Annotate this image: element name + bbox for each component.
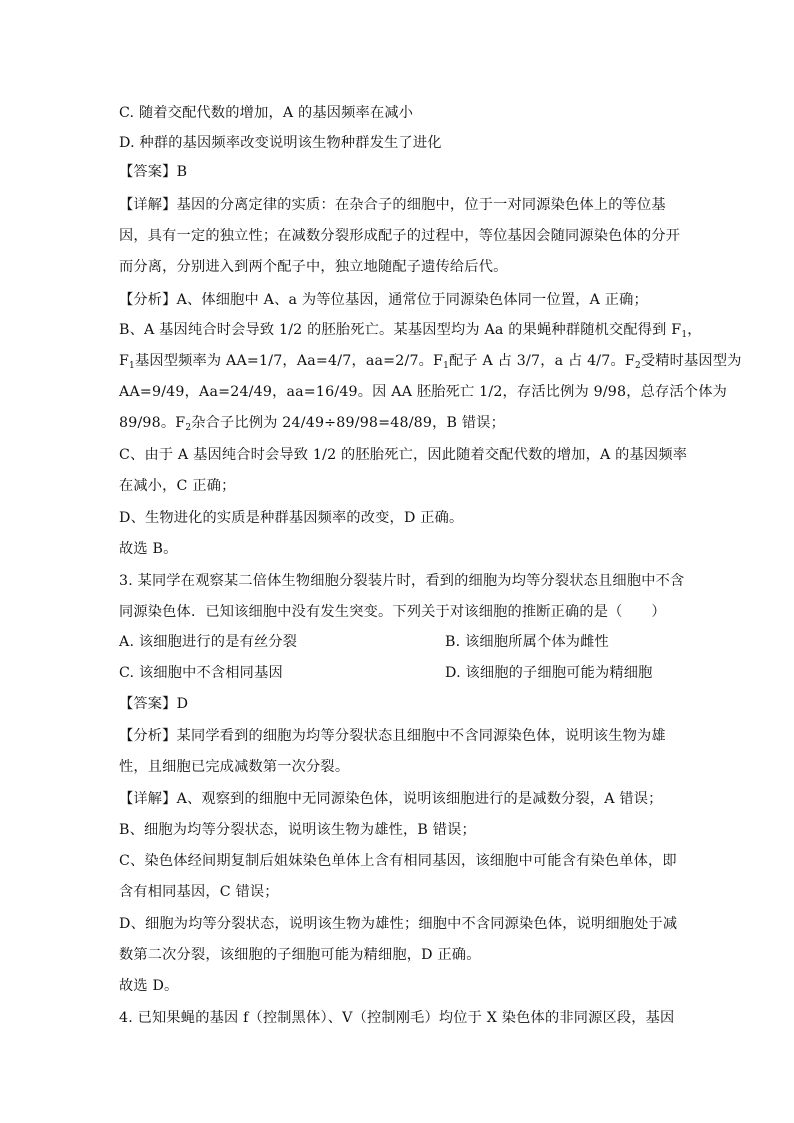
q3-option-d: D. 该细胞的子细胞可能为精细胞	[445, 665, 653, 681]
q2-analysis-a	[119, 290, 648, 310]
q2-option-d: D. 种群的基因频率改变说明该生物种群发生了进化	[119, 135, 442, 151]
q2-analysis-b-4	[119, 413, 505, 433]
q2-analysis-b-2	[119, 351, 742, 371]
subscript: 1	[129, 361, 135, 371]
q3-stem-1: 3. 某同学在观察某二倍体生物细胞分裂装片时，看到的细胞为均等分裂状态且细胞中不含	[119, 573, 685, 589]
q2-option-c: C. 随着交配代数的增加，A 的基因频率在减小	[119, 105, 414, 121]
q3-detail-d-1: D、细胞为均等分裂状态，说明该生物为雄性；细胞中不含同源染色体，说明细胞处于减	[119, 916, 678, 932]
answer-label: 【答案】	[119, 164, 177, 180]
text-run: 受精时基因型为	[640, 353, 742, 369]
detail-label: 【详解】	[119, 791, 177, 807]
q3-option-a: A. 该细胞进行的是有丝分裂	[119, 634, 298, 650]
answer-value: B	[176, 164, 188, 180]
q2-analysis-b-1	[119, 320, 702, 340]
q2-answer	[119, 162, 187, 182]
subscript: 2	[634, 361, 641, 371]
q2-detail-line-3: 而分离，分别进入到两个配子中，独立地随配子遗传给后代。	[119, 259, 508, 275]
analysis-label: 【分析】	[119, 292, 177, 308]
analysis-label: 【分析】	[119, 728, 177, 744]
analysis-text: 某同学看到的细胞为均等分裂状态且细胞中不含同源染色体，说明该生物为雄	[176, 728, 666, 744]
q2-analysis-b-3: AA=9/49，Aa=24/49，aa=16/49。因 AA 胚胎死亡 1/2，存活比例为 9/98，总存活个体为	[119, 384, 727, 400]
q3-conclusion: 故选 D。	[119, 978, 179, 994]
q3-answer	[119, 694, 188, 714]
subscript: 2	[185, 423, 192, 433]
detail-text: 基因的分离定律的实质：在杂合子的细胞中，位于一对同源染色体上的等位基	[176, 197, 666, 213]
q3-option-c: C. 该细胞中不含相同基因	[119, 665, 283, 681]
q2-detail-line-2: 因，具有一定的独立性；在减数分裂形成配子的过程中，等位基因会随同源染色体的分开	[119, 228, 681, 244]
q3-detail-d-2: 数第二次分裂，该细胞的子细胞可能为精细胞，D 正确。	[119, 947, 481, 963]
q3-option-b: B. 该细胞所属个体为雌性	[445, 634, 609, 650]
subscript: 1	[681, 330, 688, 340]
q3-detail-c-1: C、染色体经间期复制后姐妹染色单体上含有相同基因，该细胞中可能含有染色单体，即	[119, 853, 677, 869]
q3-options-row-2	[119, 663, 283, 683]
q3-options-row-1	[119, 632, 297, 652]
q3-analysis-line-1	[119, 726, 666, 746]
q2-analysis-d: D、生物进化的实质是种群基因频率的改变，D 正确。	[119, 510, 464, 526]
answer-value: D	[176, 696, 189, 712]
q3-stem-2: 同源染色体．已知该细胞中没有发生突变。下列关于对该细胞的推断正确的是（ ）	[119, 604, 666, 620]
text-run: 89/98。F	[119, 415, 186, 431]
q2-conclusion: 故选 B。	[119, 541, 178, 557]
q4-stem-1: 4. 已知果蝇的基因 f（控制黑体）、V（控制刚毛）均位于 X 染色体的非同源区段，基因	[119, 1010, 675, 1026]
q3-detail-a	[119, 789, 663, 809]
text-run: 配子 A 占 3/7，a 占 4/7。F	[449, 353, 635, 369]
analysis-text: A、体细胞中 A、a 为等位基因，通常位于同源染色体同一位置，A 正确；	[176, 292, 648, 308]
detail-label: 【详解】	[119, 197, 177, 213]
answer-label: 【答案】	[119, 696, 177, 712]
detail-text: A、观察到的细胞中无同源染色体，说明该细胞进行的是减数分裂，A 错误；	[176, 791, 663, 807]
q3-detail-c-2: 含有相同基因，C 错误；	[119, 884, 279, 900]
q2-analysis-c-1: C、由于 A 基因纯合时会导致 1/2 的胚胎死亡，因此随着交配代数的增加，A 的基因频率	[119, 447, 688, 463]
q2-analysis-c-2: 在减小，C 正确；	[119, 478, 236, 494]
text-run: B、A 基因纯合时会导致 1/2 的胚胎死亡。某基因型均为 Aa 的果蝇种群随机交配得到 F	[119, 322, 682, 338]
text-run: 基因型频率为 AA=1/7，Aa=4/7，aa=2/7。F	[134, 353, 444, 369]
subscript: 1	[443, 361, 450, 371]
q2-detail-line-1	[119, 195, 666, 215]
q3-detail-b: B、细胞为均等分裂状态，说明该生物为雄性，B 错误；	[119, 822, 476, 838]
q3-analysis-line-2: 性，且细胞已完成减数第一次分裂。	[119, 759, 350, 775]
text-run: ，	[687, 322, 702, 338]
text-run: 杂合子比例为 24/49÷89/98=48/89，B 错误；	[191, 415, 506, 431]
text-run: F	[119, 353, 130, 369]
